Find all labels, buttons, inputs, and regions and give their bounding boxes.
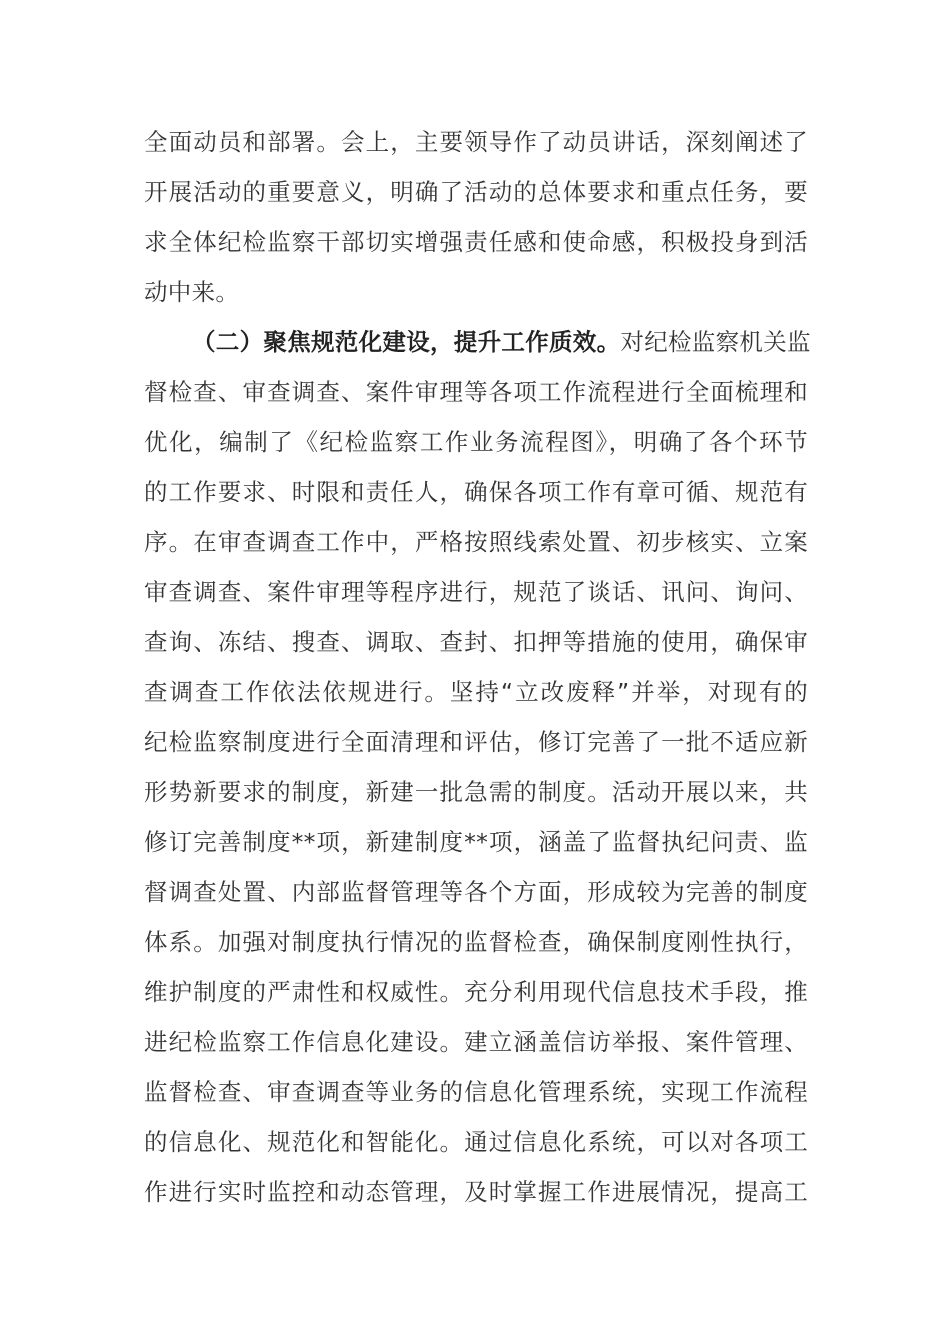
text-line: 开展活动的重要意义，明确了活动的总体要求和重点任务，要 xyxy=(144,178,808,206)
text-line: 的信息化、规范化和智能化。通过信息化系统，可以对各项工 xyxy=(144,1128,808,1156)
section-heading: （二）聚焦规范化建设，提升工作质效。 xyxy=(192,328,621,356)
section-heading-line xyxy=(192,317,811,367)
text-line: 维护制度的严肃性和权威性。充分利用现代信息技术手段，推 xyxy=(144,978,808,1006)
text-line: 全面动员和部署。会上，主要领导作了动员讲话，深刻阐述了 xyxy=(144,128,808,156)
text-line: 督调查处置、内部监督管理等各个方面，形成较为完善的制度 xyxy=(144,878,808,906)
text-line: 序。在审查调查工作中，严格按照线索处置、初步核实、立案 xyxy=(144,528,808,556)
text-line: 形势新要求的制度，新建一批急需的制度。活动开展以来，共 xyxy=(144,778,808,806)
text-line: 优化，编制了《纪检监察工作业务流程图》，明确了各个环节 xyxy=(144,428,808,456)
text-line: 作进行实时监控和动态管理，及时掌握工作进展情况，提高工 xyxy=(144,1178,808,1206)
text-line: 体系。加强对制度执行情况的监督检查，确保制度刚性执行， xyxy=(144,928,808,956)
text-line: 纪检监察制度进行全面清理和评估，修订完善了一批不适应新 xyxy=(144,728,808,756)
text-line: 的工作要求、时限和责任人，确保各项工作有章可循、规范有 xyxy=(144,478,808,506)
text-run: 对纪检监察机关监 xyxy=(620,328,811,356)
text-line: 进纪检监察工作信息化建设。建立涵盖信访举报、案件管理、 xyxy=(144,1028,808,1056)
text-line: 求全体纪检监察干部切实增强责任感和使命感，积极投身到活 xyxy=(144,228,808,256)
text-line: 监督检查、审查调查等业务的信息化管理系统，实现工作流程 xyxy=(144,1078,808,1106)
text-line: 查调查工作依法依规进行。坚持“立改废释”并举，对现有的 xyxy=(144,678,808,706)
text-line: 查询、冻结、搜查、调取、查封、扣押等措施的使用，确保审 xyxy=(144,628,808,656)
text-line: 督检查、审查调查、案件审理等各项工作流程进行全面梳理和 xyxy=(144,378,808,406)
text-line: 修订完善制度**项，新建制度**项，涵盖了监督执纪问责、监 xyxy=(144,828,808,856)
text-line: 动中来。 xyxy=(144,278,240,306)
text-line: 审查调查、案件审理等程序进行，规范了谈话、讯问、询问、 xyxy=(144,578,808,606)
